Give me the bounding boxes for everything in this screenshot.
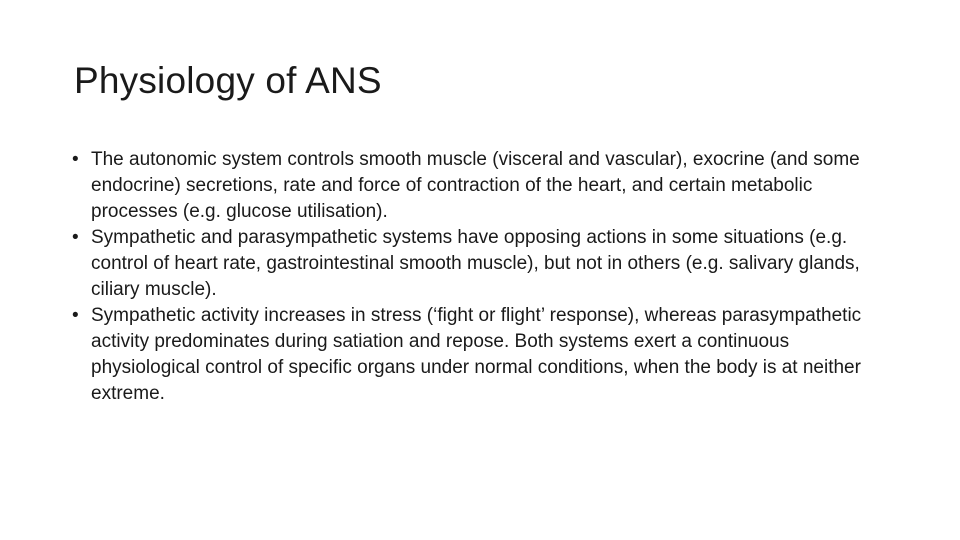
bullet-text: The autonomic system controls smooth muscle (visceral and vascular), exocrine (and some endocrine) secretions, rate and force of contraction of the heart, and certain metabolic processes (e.g. glucose utilisation). (91, 149, 860, 222)
bullet-item (72, 225, 892, 303)
bullet-item (72, 303, 892, 407)
bullet-dot: • (72, 227, 79, 248)
bullet-dot: • (72, 149, 79, 170)
bullet-item (72, 147, 892, 225)
bullet-text: Sympathetic and parasympathetic systems have opposing actions in some situations (e.g. control of heart rate, gastrointestinal smooth muscle), but not in others (e.g. salivary glands, ciliary muscle). (91, 227, 860, 300)
bullet-text: Sympathetic activity increases in stress (‘fight or flight’ response), whereas parasympathetic activity predominates during satiation and repose. Both systems exert a continuous physiological control of specific organs under normal conditions, when the body is at neither extreme. (91, 305, 862, 404)
bullet-list (72, 147, 892, 407)
slide-title: Physiology of ANS (74, 60, 382, 101)
bullet-dot: • (72, 305, 79, 326)
